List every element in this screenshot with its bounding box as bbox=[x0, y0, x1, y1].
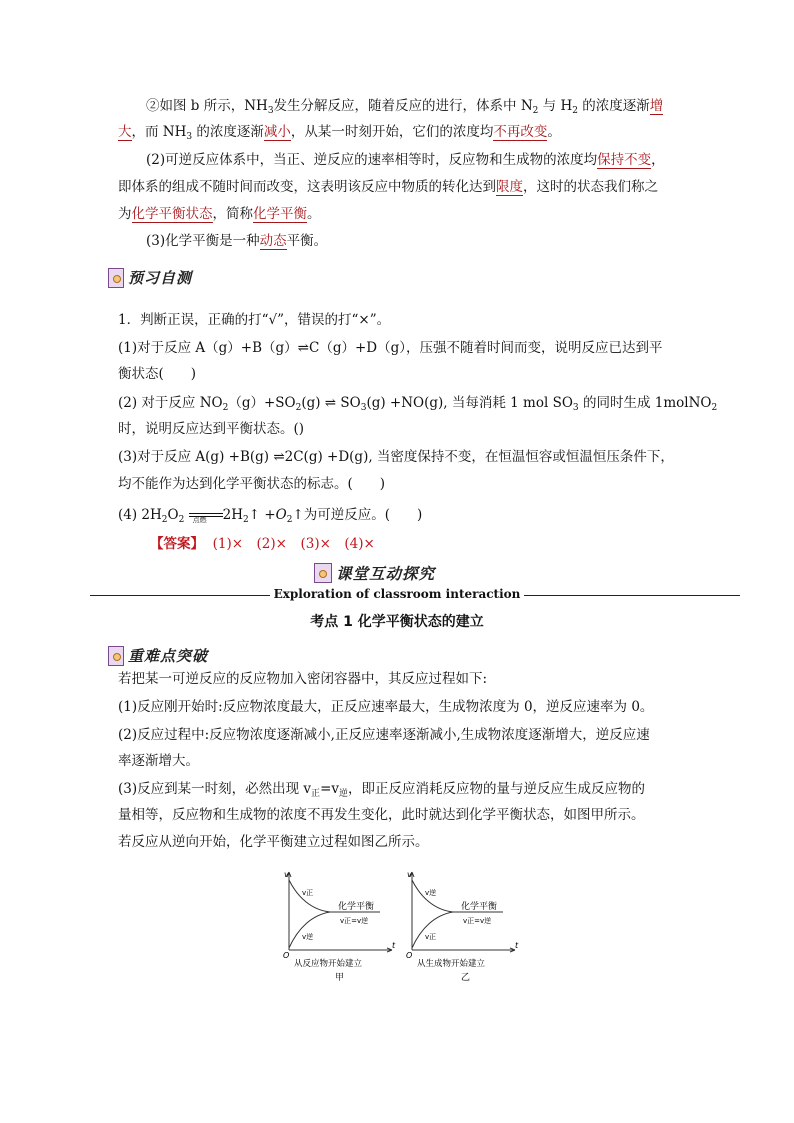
figure-label: 甲 bbox=[335, 973, 345, 983]
underlined-answer: 不再改变 bbox=[493, 124, 548, 140]
text: 为 bbox=[118, 206, 132, 222]
answer-label: 【答案】 bbox=[150, 536, 204, 552]
figure-b bbox=[403, 868, 523, 986]
figure-caption: 从反应物开始建立 bbox=[294, 959, 363, 969]
text: (2)可逆反应体系中，当正、逆反应的速率相等时，反应物和生成物的浓度均 bbox=[146, 152, 598, 168]
key-header-title: 重难点突破 bbox=[128, 647, 209, 665]
text: ，这时的状态我们称之 bbox=[523, 179, 658, 195]
text: ，简称 bbox=[212, 206, 253, 222]
key-line-7: 若反应从逆向开始，化学平衡建立过程如图乙所示。 bbox=[118, 834, 429, 850]
section-banner bbox=[314, 562, 435, 584]
key-line-4: 率逐渐增大。 bbox=[118, 753, 199, 769]
equilibrium-label: 化学平衡 bbox=[461, 902, 498, 912]
upper-curve-label: v正 bbox=[302, 889, 314, 897]
section-title-en: Exploration of classroom interaction bbox=[270, 587, 525, 601]
underlined-answer: 增 bbox=[649, 98, 664, 114]
text: (2) 对于反应 NO bbox=[118, 395, 223, 411]
equilibrium-label: 化学平衡 bbox=[338, 902, 375, 912]
text: (4) 2H bbox=[118, 507, 162, 523]
text: ②如图 b 所示，NH bbox=[146, 98, 268, 114]
text: 的同时生成 1molNO bbox=[578, 395, 712, 411]
question-intro: 1．判断正误，正确的打“√”，错误的打“×”。 bbox=[118, 312, 391, 328]
question-2-line-2: 时，说明反应达到平衡状态。() bbox=[118, 421, 305, 437]
forward-rate-curve bbox=[412, 912, 453, 948]
intro-line-6 bbox=[146, 231, 712, 251]
underlined-answer: 限度 bbox=[496, 179, 523, 195]
subscript: 2 bbox=[222, 403, 229, 413]
underlined-answer: 化学平衡 bbox=[253, 206, 307, 222]
subscript: 2 bbox=[286, 515, 293, 525]
reverse-rate-curve bbox=[289, 912, 330, 948]
v-label: v bbox=[407, 870, 412, 879]
equilibrium-relation: v正=v逆 bbox=[340, 917, 369, 925]
origin-label: O bbox=[283, 951, 290, 960]
underlined-answer: 动态 bbox=[259, 233, 287, 249]
underlined-answer: 化学平衡状态 bbox=[131, 206, 213, 222]
question-2-line-1 bbox=[118, 393, 718, 418]
text: =v bbox=[320, 781, 340, 797]
t-label: t bbox=[392, 941, 396, 950]
text: 平衡。 bbox=[286, 233, 328, 249]
underlined-answer: 大 bbox=[118, 124, 132, 140]
question-3-line-1: (3)对于反应 A(g) +B(g) ⇌2C(g) +D(g), 当密度保持不变，在恒温恒容或恒温恒压条件下， bbox=[118, 449, 674, 465]
text: (3)化学平衡是一种 bbox=[146, 233, 260, 249]
intro-line-3 bbox=[146, 150, 712, 170]
condition-bar bbox=[189, 513, 223, 514]
condition-label: 点燃 bbox=[192, 516, 207, 524]
text: ↑为可逆反应。( ) bbox=[292, 507, 423, 523]
text: ，即正反应消耗反应物的量与逆反应生成反应物的 bbox=[348, 781, 646, 797]
intro-line-5 bbox=[118, 204, 684, 224]
target-icon bbox=[108, 646, 124, 666]
figure-a bbox=[280, 868, 400, 986]
text: O bbox=[167, 507, 179, 523]
intro-line-4 bbox=[118, 177, 684, 197]
subscript: 3 bbox=[572, 403, 579, 413]
answer-values: (1)× (2)× (3)× (4)× bbox=[212, 536, 375, 552]
intro-line-2 bbox=[118, 122, 684, 147]
lower-curve-label: v正 bbox=[425, 933, 437, 941]
reaction-condition bbox=[189, 509, 223, 523]
text: ，而 NH bbox=[131, 124, 187, 140]
upper-curve-label: v逆 bbox=[425, 889, 437, 897]
subscript: 3 bbox=[186, 132, 193, 142]
subscript: 2 bbox=[295, 403, 302, 413]
text: 发生分解反应，随着反应的进行，体系中 N bbox=[273, 98, 533, 114]
subscript: 2 bbox=[161, 515, 168, 525]
t-label: t bbox=[515, 941, 519, 950]
intro-line-1 bbox=[146, 96, 712, 121]
origin-label: O bbox=[406, 951, 413, 960]
subscript: 2 bbox=[711, 403, 718, 413]
text: 即体系的组成不随时间而改变，这表明该反应中物质的转化达到 bbox=[118, 179, 496, 195]
subscript: 3 bbox=[360, 403, 367, 413]
question-1-line-2: 衡状态( ) bbox=[118, 366, 197, 382]
text: （g）+SO bbox=[228, 395, 296, 411]
underlined-answer: 保持不变 bbox=[597, 152, 652, 168]
question-4 bbox=[118, 505, 684, 530]
subscript: 2 bbox=[532, 106, 539, 116]
classroom-icon bbox=[314, 563, 332, 583]
subscript: 2 bbox=[572, 106, 578, 116]
text: ， bbox=[651, 152, 665, 168]
subscript: 2 bbox=[243, 515, 249, 525]
key-line-5 bbox=[118, 779, 684, 804]
text: 的浓度逐渐 bbox=[577, 98, 650, 114]
question-3-line-2: 均不能作为达到化学平衡状态的标志。( ) bbox=[118, 476, 386, 492]
figure-label: 乙 bbox=[461, 973, 471, 983]
question-1-line-1: (1)对于反应 A（g）+B（g）⇌C（g）+D（g），压强不随着时间而变，说明反应已达到平 bbox=[118, 340, 663, 356]
text: 的浓度逐渐 bbox=[192, 124, 264, 140]
subscript: 2 bbox=[178, 515, 185, 525]
text: ，从某一时刻开始，它们的浓度均 bbox=[290, 124, 494, 140]
text: (g) ⇌ SO bbox=[301, 395, 361, 411]
section-subtitle-wrap bbox=[0, 586, 794, 602]
key-line-1: 若把某一可逆反应的反应物加入密闭容器中，其反应过程如下: bbox=[118, 671, 488, 687]
key-line-6: 量相等，反应物和生成物的浓度不再发生变化，此时就达到化学平衡状态，如图甲所示。 bbox=[118, 807, 645, 823]
equilibrium-relation: v正=v逆 bbox=[463, 917, 492, 925]
key-line-3: (2)反应过程中:反应物浓度逐渐减小,正反应速率逐渐减小,生成物浓度逐渐增大，逆反应速 bbox=[118, 727, 650, 743]
preview-header bbox=[108, 267, 192, 288]
text: (g) +NO(g), 当每消耗 1 mol SO bbox=[366, 395, 573, 411]
key-line-2: (1)反应刚开始时:反应物浓度最大，正反应速率最大，生成物浓度为 0，逆反应速率为 0。 bbox=[118, 699, 654, 715]
text: 。 bbox=[547, 124, 561, 140]
notebook-icon bbox=[108, 268, 124, 288]
section-title-cn: 课堂互动探究 bbox=[336, 565, 436, 583]
subscript: 3 bbox=[267, 106, 274, 116]
subscript: 正 bbox=[311, 789, 321, 799]
text: 与 H bbox=[538, 98, 573, 114]
text: (3)反应到某一时刻，必然出现 v bbox=[118, 781, 312, 797]
preview-header-title: 预习自测 bbox=[128, 269, 193, 287]
text: O bbox=[275, 507, 287, 523]
text: ↑ + bbox=[248, 507, 276, 523]
key-header bbox=[108, 645, 208, 666]
figure-caption: 从生成物开始建立 bbox=[417, 959, 486, 969]
v-label: v bbox=[284, 870, 289, 879]
answer-line bbox=[150, 534, 375, 554]
text: 。 bbox=[307, 206, 321, 222]
lower-curve-label: v逆 bbox=[302, 933, 314, 941]
underlined-answer: 减小 bbox=[263, 124, 291, 140]
subscript: 逆 bbox=[339, 789, 349, 799]
topic-title: 考点 1 化学平衡状态的建立 bbox=[310, 614, 484, 630]
text: 2H bbox=[222, 507, 243, 523]
